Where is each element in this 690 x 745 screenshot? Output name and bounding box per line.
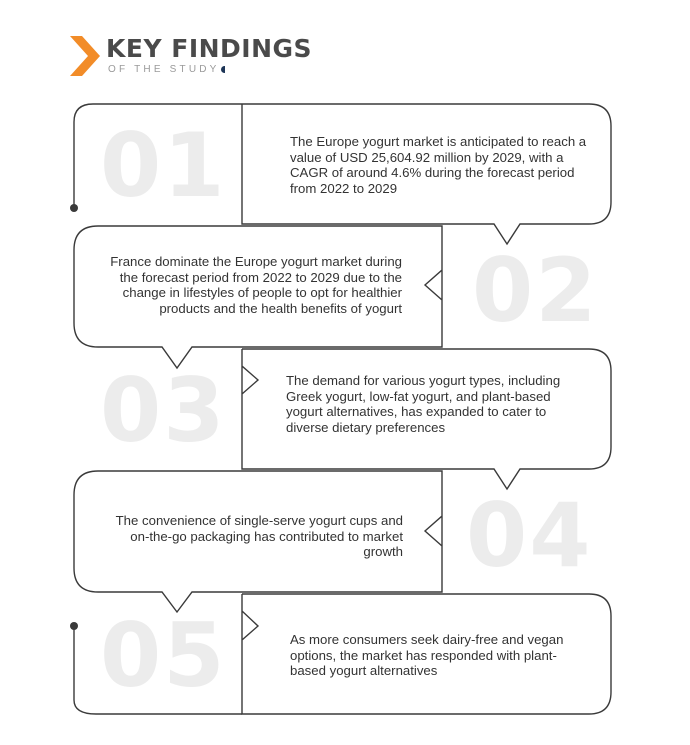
finding-number-2: 02: [472, 239, 599, 342]
page-title: KEY FINDINGS: [106, 34, 313, 63]
finding-number-4: 04: [466, 484, 593, 587]
finding-text-4: The convenience of single-serve yogurt cups and on-the-go packaging has contributed to market growth: [115, 513, 403, 559]
finding-number-3: 03: [100, 359, 227, 462]
timeline-dot-bottom: [70, 622, 78, 630]
page-subtitle: OF THE STUDY: [108, 64, 225, 75]
finding-number-5: 05: [100, 604, 227, 707]
finding-number-1: 01: [100, 114, 227, 217]
timeline-line-top: [74, 104, 93, 208]
finding-text-1: The Europe yogurt market is anticipated to reach a value of USD 25,604.92 million by 2029, with a CAGR of around 4.6% during the forecast period from 2022 to 2029: [290, 134, 587, 196]
finding-text-2: France dominate the Europe yogurt market during the forecast period from 2022 to 2029 due to the change in lifestyles of people to opt for healthier products and the health benefits of yogurt: [110, 254, 402, 316]
timeline-dot-top: [70, 204, 78, 212]
finding-text-3: The demand for various yogurt types, including Greek yogurt, low-fat yogurt, and plant-based yogurt alternatives, has expanded to cater to diverse dietary preferences: [286, 373, 561, 435]
finding-text-5: As more consumers seek dairy-free and vegan options, the market has responded with plant-based yogurt alternatives: [290, 632, 564, 678]
